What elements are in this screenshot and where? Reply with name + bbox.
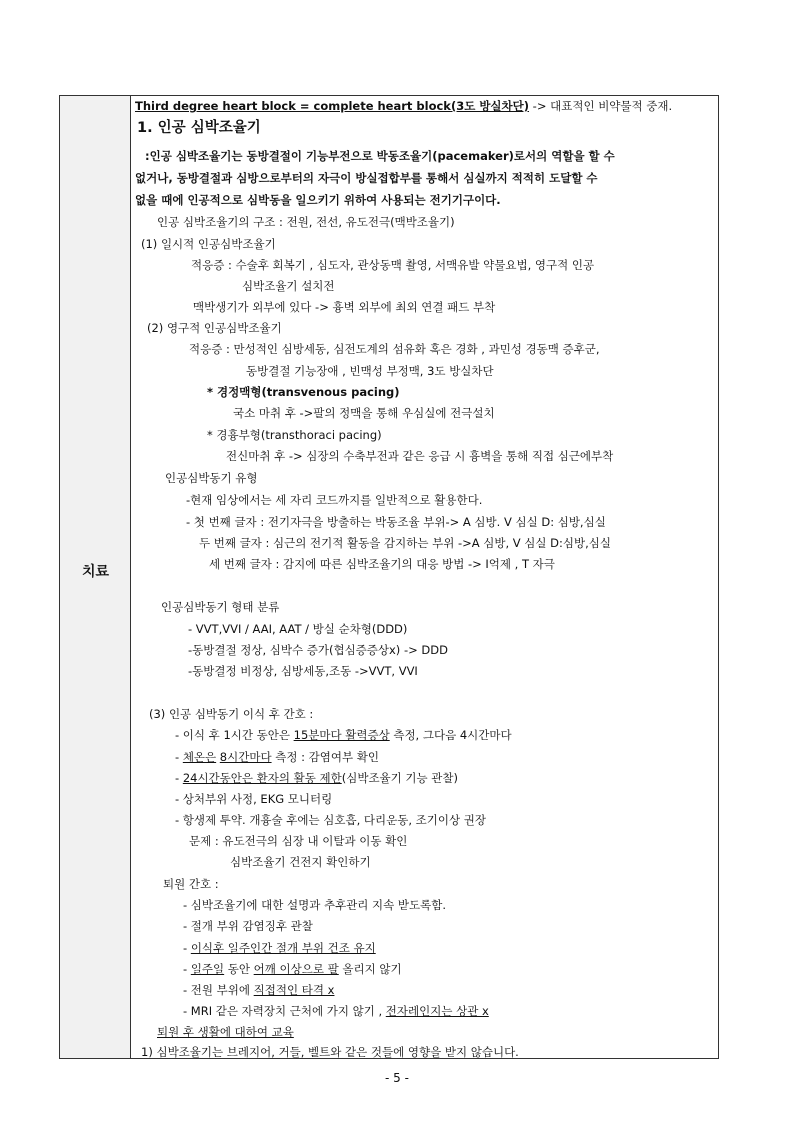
intro-line-1: :인공 심박조율기는 동방결절이 기능부전으로 박동조율기(pacemaker)로서의 역할을 할 수 bbox=[145, 149, 615, 163]
post-implant-problem-1: 문제 : 유도전극의 심장 내 이탈과 이동 확인 bbox=[189, 834, 408, 848]
temporary-title: (1) 일시적 인공심박조율기 bbox=[141, 237, 276, 251]
permanent-indication-2: 동방결절 기능장애 , 빈맥성 부정맥, 3도 방실차단 bbox=[246, 364, 494, 378]
section-label: 치료 bbox=[81, 564, 110, 580]
transvenous-title: * 경정맥형(transvenous pacing) bbox=[207, 385, 400, 399]
transvenous-desc: 국소 마취 후 ->팔의 정맥을 통해 우심실에 전극설치 bbox=[233, 406, 495, 420]
header-line bbox=[135, 98, 672, 114]
discharge-item-5: - 전원 부위에 직접적인 타격 x bbox=[183, 983, 335, 997]
content-cell bbox=[131, 96, 718, 1058]
post-implant-item-3: - 24시간동안은 환자의 활동 제한(심박조율기 기능 관찰) bbox=[175, 771, 458, 785]
pacemaker-type-item: - 첫 번째 글자 : 전기자극을 방출하는 박동조율 부위-> A 심방. V 심실 D: 심방,심실 bbox=[186, 515, 606, 529]
transthoracic-desc: 전신마취 후 -> 심장의 수축부전과 같은 응급 시 흉벽을 통해 직접 심근에부착 bbox=[226, 449, 614, 463]
discharge-life-item: 1) 심박조율기는 브레지어, 거들, 벨트와 같은 것들에 영향을 받지 않습니다. bbox=[141, 1045, 519, 1059]
post-implant-item-4: - 상처부위 사정, EKG 모니터링 bbox=[175, 792, 333, 806]
permanent-indication-1: 적응증 : 만성적인 심방세동, 심전도계의 섬유화 혹은 경화 , 과민성 경동맥 증후군, bbox=[189, 342, 600, 356]
post-implant-problem-2: 심박조율기 건전지 확인하기 bbox=[230, 855, 371, 869]
header-korean: (3도 방실차단) bbox=[450, 99, 530, 113]
section-heading: 1. 인공 심박조율기 bbox=[137, 120, 261, 136]
content-table bbox=[59, 95, 719, 1059]
post-implant-item-5: - 항생제 투약. 개흉술 후에는 심호흡, 다리운동, 조기이상 권장 bbox=[175, 813, 486, 827]
intro-line-2: 없거나, 동방결절과 심방으로부터의 자극이 방실접합부를 통해서 심실까지 적적히 도달할 수 bbox=[135, 171, 598, 185]
discharge-life-title: 퇴원 후 생활에 대하여 교육 bbox=[157, 1025, 294, 1039]
discharge-item-3: - 이식후 일주인간 절개 부위 건조 유지 bbox=[183, 941, 376, 955]
post-implant-item-1: - 이식 후 1시간 동안은 15분마다 활력증상 측정, 그다음 4시간마다 bbox=[175, 728, 512, 742]
header-term: Third degree heart block = complete heart block bbox=[135, 99, 451, 113]
permanent-title: (2) 영구적 인공심박조율기 bbox=[147, 321, 282, 335]
page-number: - 5 - bbox=[385, 1071, 409, 1085]
discharge-item-2: - 절개 부위 감염징후 관찰 bbox=[183, 919, 313, 933]
pacemaker-form-item: -동방결정 비정상, 심방세동,조동 ->VVT, VVI bbox=[188, 664, 418, 678]
post-implant-title: (3) 인공 심박동기 이식 후 간호 : bbox=[149, 707, 314, 721]
discharge-title: 퇴원 간호 : bbox=[163, 877, 219, 891]
header-rest: -> 대표적인 비약물적 중재. bbox=[529, 99, 673, 113]
discharge-item-1: - 심박조율기에 대한 설명과 추후관리 지속 받도록함. bbox=[183, 898, 447, 912]
structure-line: 인공 심박조율기의 구조 : 전원, 전선, 유도전극(맥박조율기) bbox=[157, 215, 455, 229]
transthoracic-title: * 경흉부형(transthoraci pacing) bbox=[207, 428, 382, 442]
temporary-note: 맥박생기가 외부에 있다 -> 흉벽 외부에 최외 연결 패드 부착 bbox=[193, 300, 496, 314]
intro-line-3: 없을 때에 인공적으로 심박동을 일으키기 위하여 사용되는 전기기구이다. bbox=[135, 193, 501, 207]
pacemaker-form-item: -동방결절 정상, 심박수 증가(협심증증상x) -> DDD bbox=[188, 643, 448, 657]
section-label-cell bbox=[60, 96, 131, 1058]
pacemaker-forms-title: 인공심박동기 형태 분류 bbox=[161, 600, 280, 614]
pacemaker-type-item: -현재 임상에서는 세 자리 코드까지를 일반적으로 활용한다. bbox=[186, 493, 483, 507]
temporary-indication-1: 적응증 : 수술후 회복기 , 심도자, 관상동맥 촬영, 서맥유발 약물요법, 영구적 인공 bbox=[191, 258, 595, 272]
pacemaker-type-item: 두 번째 글자 : 심근의 전기적 활동을 감지하는 부위 ->A 심방, V 심실 D:심방,심실 bbox=[199, 536, 612, 550]
pacemaker-form-item: - VVT,VVI / AAI, AAT / 방실 순차형(DDD) bbox=[188, 622, 408, 636]
post-implant-item-2: - 체온은 8시간마다 측정 : 감염여부 확인 bbox=[175, 750, 379, 764]
discharge-item-4: - 일주일 동안 어깨 이상으로 팔 올리지 않기 bbox=[183, 962, 402, 976]
discharge-item-6: - MRI 같은 자력장치 근처에 가지 않기 , 전자레인지는 상관 x bbox=[183, 1004, 489, 1018]
pacemaker-types-title: 인공심박동기 유형 bbox=[165, 471, 258, 485]
pacemaker-type-item: 세 번째 글자 : 감지에 따른 심박조율기의 대응 방법 -> I억제 , T 자극 bbox=[209, 557, 555, 571]
temporary-indication-2: 심박조율기 설치전 bbox=[242, 279, 335, 293]
